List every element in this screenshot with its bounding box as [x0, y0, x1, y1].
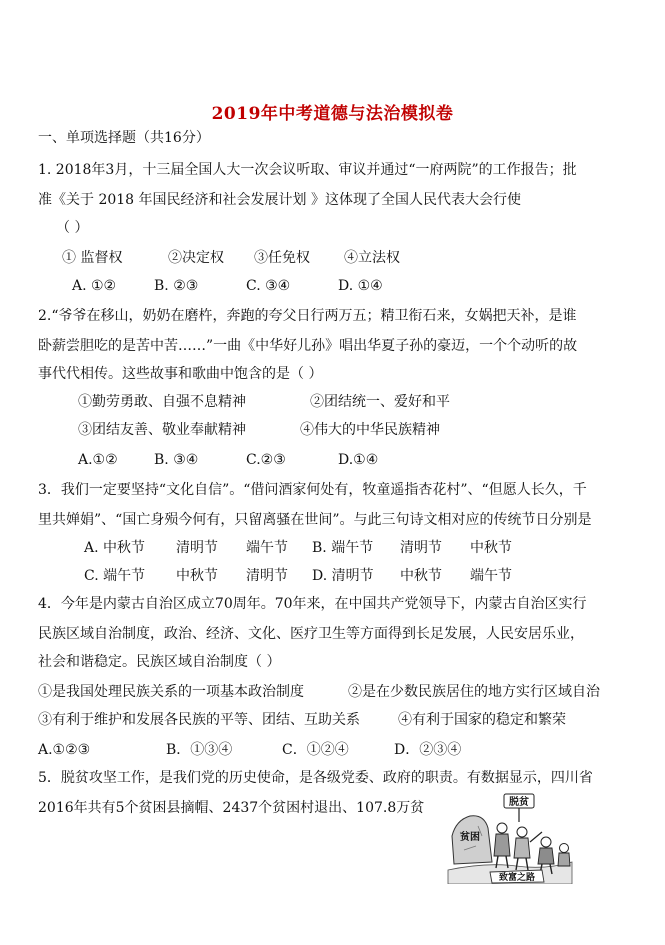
q4-line-3: 社会和谐稳定。民族区域自治制度（ ）: [38, 654, 281, 670]
q4-choice-b[interactable]: B．①③④: [166, 742, 233, 758]
q2-item-1: ①勤劳勇敢、自强不息精神: [78, 394, 246, 410]
q3-choice-d-item-2: 中秋节: [400, 568, 442, 584]
q4-item-4: ④有利于国家的稳定和繁荣: [398, 712, 566, 728]
q3-choice-b-item-3: 中秋节: [470, 540, 512, 556]
q1-choice-d[interactable]: D. ①④: [338, 278, 383, 294]
q2-choice-b[interactable]: B. ③④: [154, 452, 199, 468]
q1-choice-c[interactable]: C. ③④: [246, 278, 291, 294]
q4-choice-d[interactable]: D．②③④: [394, 742, 462, 758]
q1-item-4: ④立法权: [344, 250, 400, 266]
q1-item-2: ②决定权: [168, 250, 224, 266]
q4-item-2: ②是在少数民族居住的地方实行区域自治: [348, 684, 600, 700]
q3-choice-a-item-3: 端午节: [246, 540, 288, 556]
sign-label: 脱贫: [509, 797, 529, 808]
q1-item-3: ③任免权: [254, 250, 310, 266]
section-heading: 一、单项选择题（共16分）: [38, 130, 210, 146]
q4-item-3: ③有利于维护和发展各民族的平等、团结、互助关系: [38, 712, 360, 728]
q3-choice-c[interactable]: C. 端午节: [84, 568, 146, 584]
q3-choice-c-item-2: 中秋节: [176, 568, 218, 584]
q2-item-4: ④伟大的中华民族精神: [300, 422, 440, 438]
q3-choice-c-item-3: 清明节: [246, 568, 288, 584]
q4-line-2: 民族区域自治制度，政治、经济、文化、医疗卫生等方面得到长足发展，人民安居乐业，: [38, 626, 584, 642]
q3-choice-b[interactable]: B. 端午节: [312, 540, 374, 556]
q5-line-2: 2016年共有5个贫困县摘帽、2437个贫困村退出、107.8万贫: [38, 800, 425, 816]
q1-item-1: ① 监督权: [62, 250, 123, 266]
page-title: 2019年中考道德与法治模拟卷: [211, 104, 454, 124]
q2-line-1: 2.“爷爷在移山，奶奶在磨杵，奔跑的夸父日行两万五；精卫衔石来，女娲把天补，是谁: [38, 308, 577, 324]
q2-choice-c[interactable]: C.②③: [246, 452, 286, 468]
q2-line-3: 事代代相传。这些故事和歌曲中饱含的是（ ）: [38, 366, 323, 382]
q4-line-1: 4．今年是内蒙古自治区成立70周年。70年来，在中国共产党领导下，内蒙古自治区实行: [38, 596, 587, 612]
rock-label: 贫困: [460, 832, 480, 843]
figure-4: [558, 844, 570, 867]
q1-line-3: （ ）: [56, 220, 89, 236]
q2-item-3: ③团结友善、敬业奉献精神: [78, 422, 246, 438]
q3-choice-a-item-2: 清明节: [176, 540, 218, 556]
q2-choice-a[interactable]: A.①②: [78, 452, 118, 468]
figure-1: [494, 823, 510, 868]
poverty-alleviation-cartoon: [446, 792, 574, 884]
q1-line-2: 准《关于 2018 年国民经济和社会发展计划 》这体现了全国人民代表大会行使: [38, 192, 521, 208]
q2-line-2: 卧薪尝胆吃的是苦中苦……”一曲《中华好儿孙》唱出华夏子孙的豪迈，一个个动听的故: [38, 338, 578, 354]
q2-choice-d[interactable]: D.①④: [338, 452, 379, 468]
q1-choice-b[interactable]: B. ②③: [154, 278, 199, 294]
q2-item-2: ②团结统一、爱好和平: [310, 394, 450, 410]
q1-choice-a[interactable]: A. ①②: [72, 278, 117, 294]
q3-line-2: 里共婵娟”、“国亡身殒今何有，只留离骚在世间”。与此三句诗文相对应的传统节日分别是: [38, 512, 592, 528]
q4-choice-a[interactable]: A.①②③: [38, 742, 91, 758]
q4-item-1: ①是我国处理民族关系的一项基本政治制度: [38, 684, 304, 700]
q3-line-1: 3．我们一定要坚持“文化自信”。“借问酒家何处有，牧童遥指杏花村”、“但愿人长久，千: [38, 482, 587, 498]
q5-line-1: 5．脱贫攻坚工作，是我们党的历史使命，是各级党委、政府的职责。有数据显示，四川省: [38, 770, 593, 786]
q3-choice-d-item-3: 端午节: [470, 568, 512, 584]
q1-line-1: 1. 2018年3月，十三届全国人大一次会议听取、审议并通过“一府两院”的工作报告；批: [38, 162, 577, 178]
road-label: 致富之路: [498, 873, 536, 883]
q4-choice-c[interactable]: C．①②④: [282, 742, 349, 758]
q3-choice-b-item-2: 清明节: [400, 540, 442, 556]
q3-choice-d[interactable]: D. 清明节: [312, 568, 374, 584]
q3-choice-a[interactable]: A. 中秋节: [84, 540, 146, 556]
